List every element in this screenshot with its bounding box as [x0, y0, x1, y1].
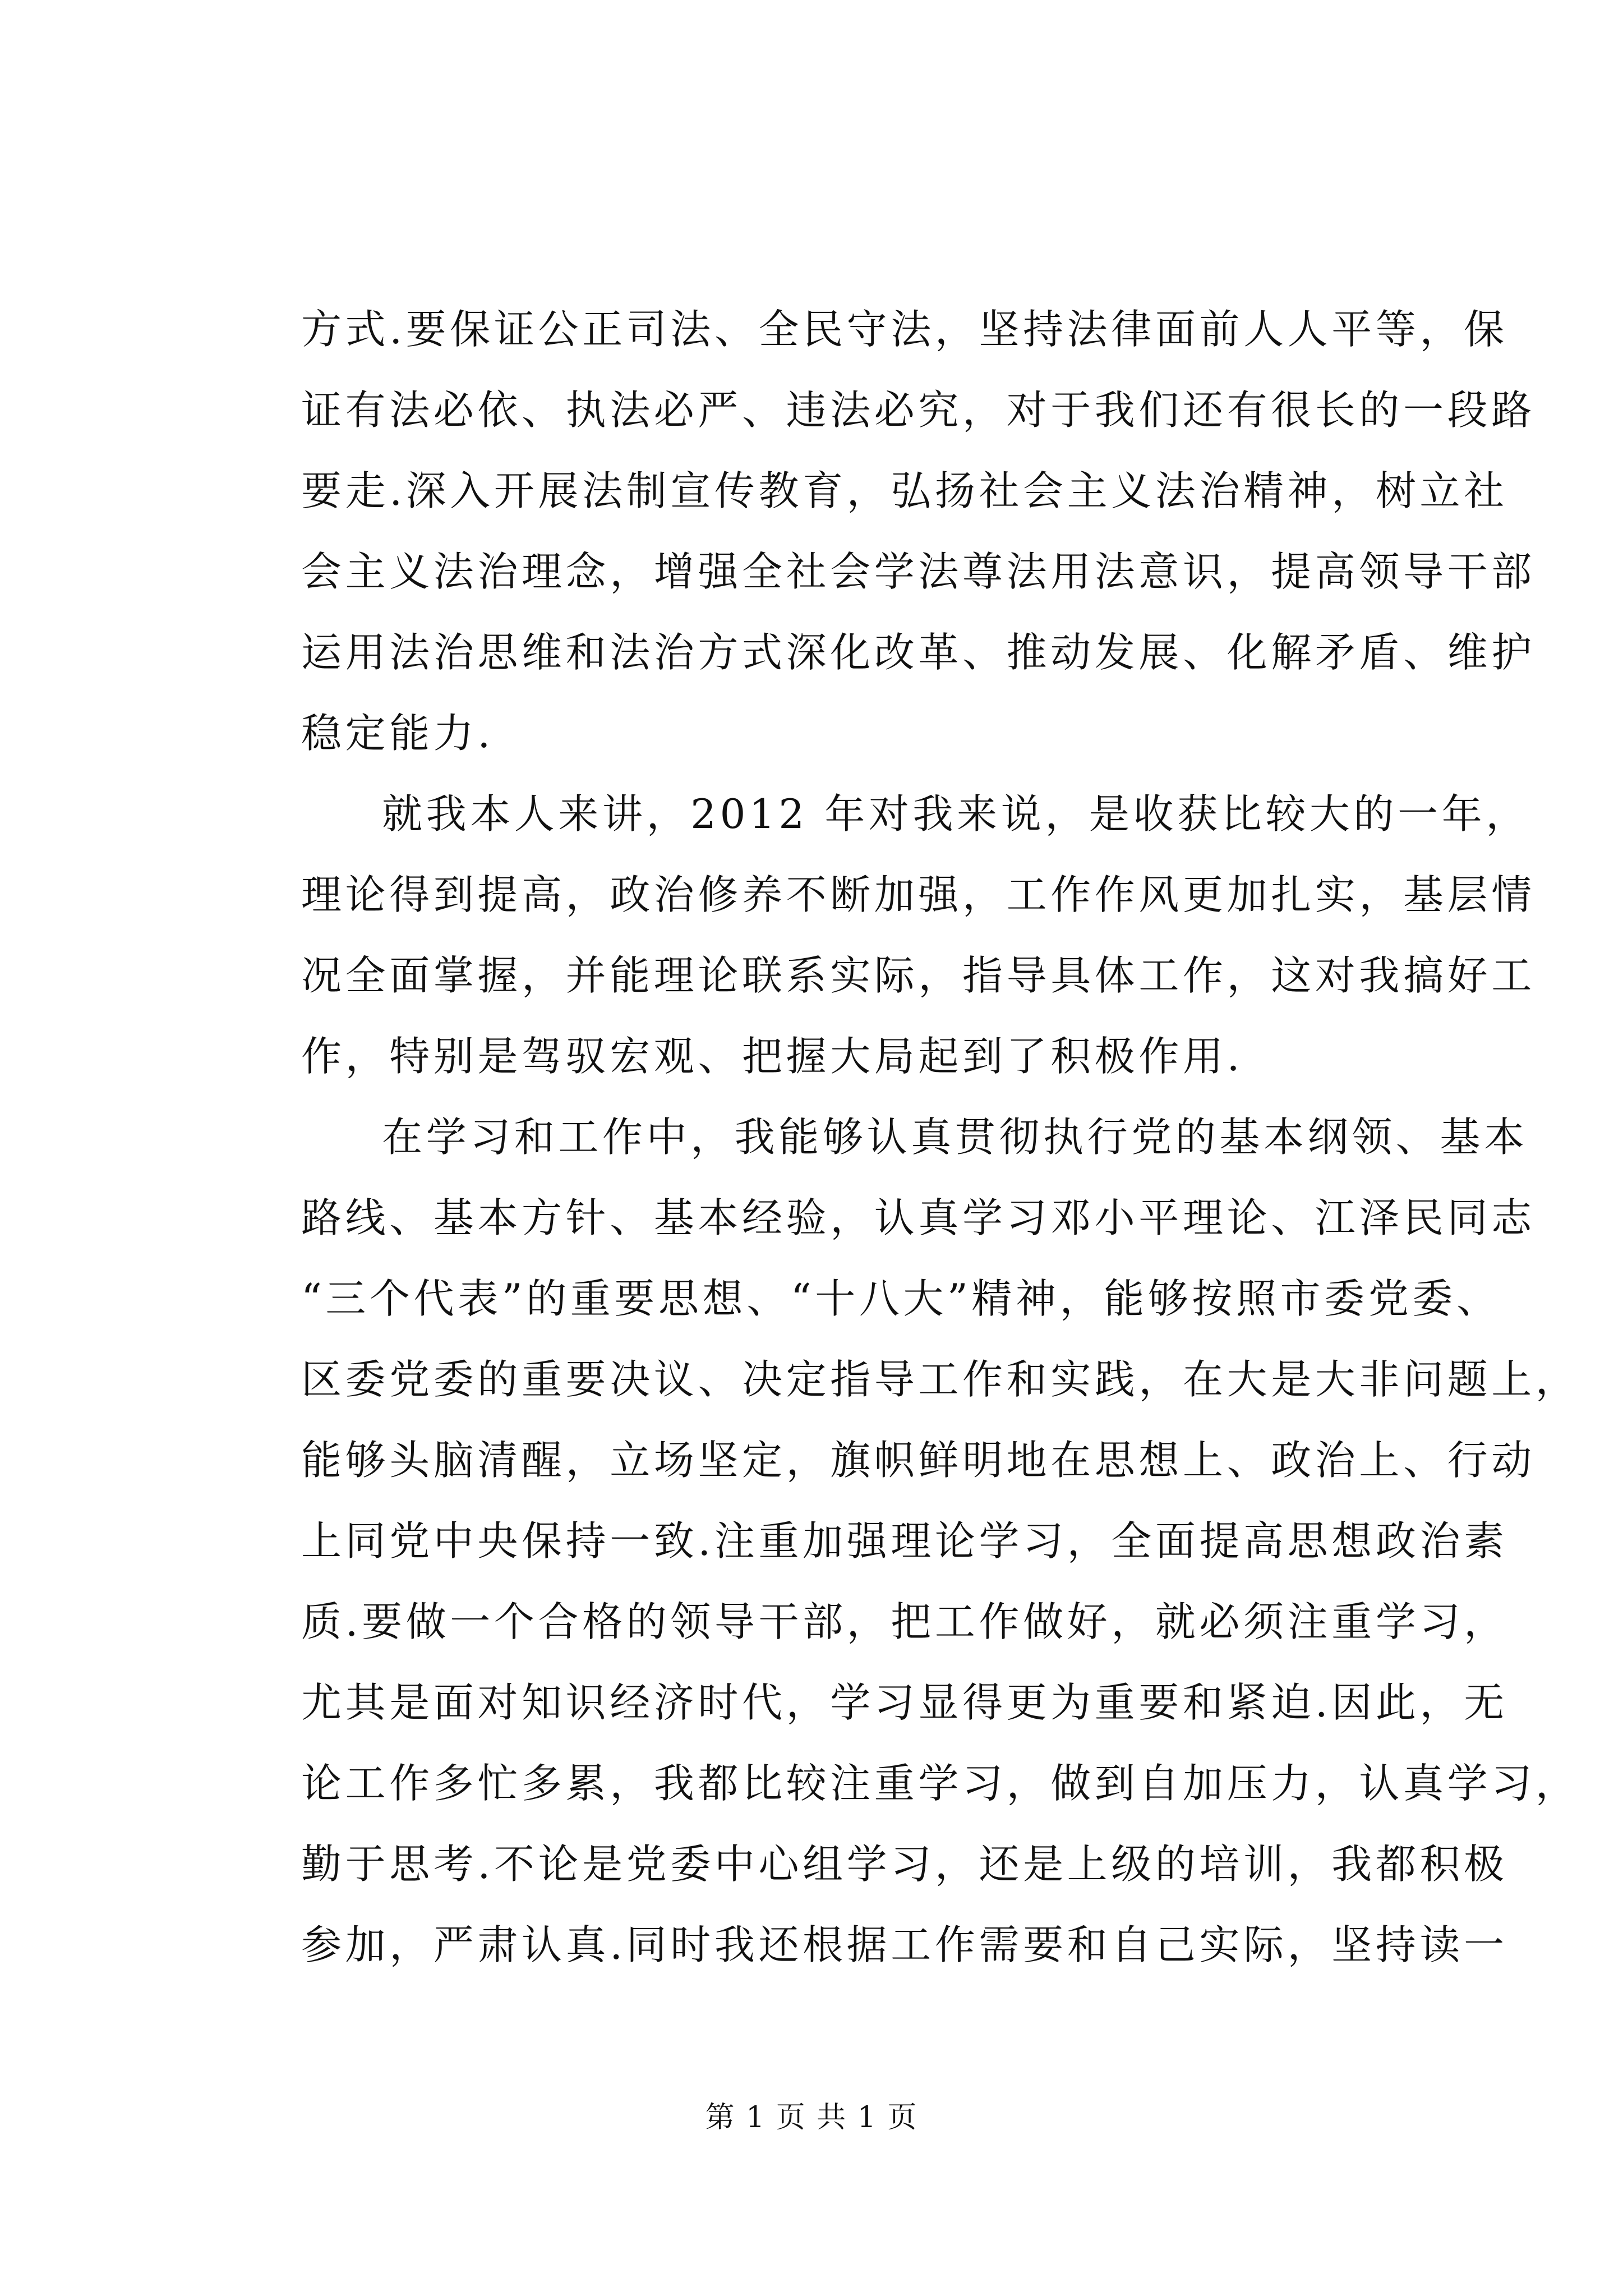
text-line: 尤其是面对知识经济时代，学习显得更为重要和紧迫.因此，无 — [301, 1679, 1508, 1726]
text-line: 上同党中央保持一致.注重加强理论学习，全面提高思想政治素 — [301, 1517, 1508, 1565]
page-footer: 第 1 页 共 1 页 — [705, 2101, 918, 2134]
text-line: 理论得到提高，政治修养不断加强，工作作风更加扎实，基层情 — [301, 871, 1536, 918]
text-line: 作，特别是驾驭宏观、把握大局起到了积极作用. — [301, 1033, 1244, 1080]
text-line: 参加，严肃认真.同时我还根据工作需要和自己实际，坚持读一 — [301, 1921, 1508, 1968]
text-line: 方式.要保证公正司法、全民守法，坚持法律面前人人平等，保 — [301, 306, 1508, 353]
text-line: 证有法必依、执法必严、违法必究，对于我们还有很长的一段路 — [301, 386, 1536, 434]
text-line: 质.要做一个合格的领导干部，把工作做好，就必须注重学习， — [301, 1598, 1508, 1645]
text-line: 论工作多忙多累，我都比较注重学习，做到自加压力，认真学习， — [301, 1760, 1580, 1807]
text-line: 况全面掌握，并能理论联系实际，指导具体工作，这对我搞好工 — [301, 952, 1536, 999]
text-line: 区委党委的重要决议、决定指导工作和实践，在大是大非问题上， — [301, 1356, 1580, 1403]
text-line: 能够头脑清醒，立场坚定，旗帜鲜明地在思想上、政治上、行动 — [301, 1437, 1536, 1484]
paragraph-first-line: 在学习和工作中，我能够认真贯彻执行党的基本纲领、基本 — [382, 1114, 1528, 1161]
text-line: 要走.深入开展法制宣传教育，弘扬社会主义法治精神，树立社 — [301, 467, 1508, 514]
text-line: “三个代表”的重要思想、“十八大”精神，能够按照市委党委、 — [301, 1275, 1501, 1322]
body-text — [301, 289, 1580, 1985]
text-line: 路线、基本方针、基本经验，认真学习邓小平理论、江泽民同志 — [301, 1194, 1536, 1241]
text-line: 勤于思考.不论是党委中心组学习，还是上级的培训，我都积极 — [301, 1841, 1508, 1888]
text-line: 会主义法治理念，增强全社会学法尊法用法意识，提高领导干部 — [301, 548, 1536, 595]
text-line: 运用法治思维和法治方式深化改革、推动发展、化解矛盾、维护 — [301, 629, 1536, 676]
text-line: 稳定能力. — [301, 710, 494, 757]
paragraph-first-line: 就我本人来讲，2012 年对我来说，是收获比较大的一年， — [382, 790, 1530, 838]
